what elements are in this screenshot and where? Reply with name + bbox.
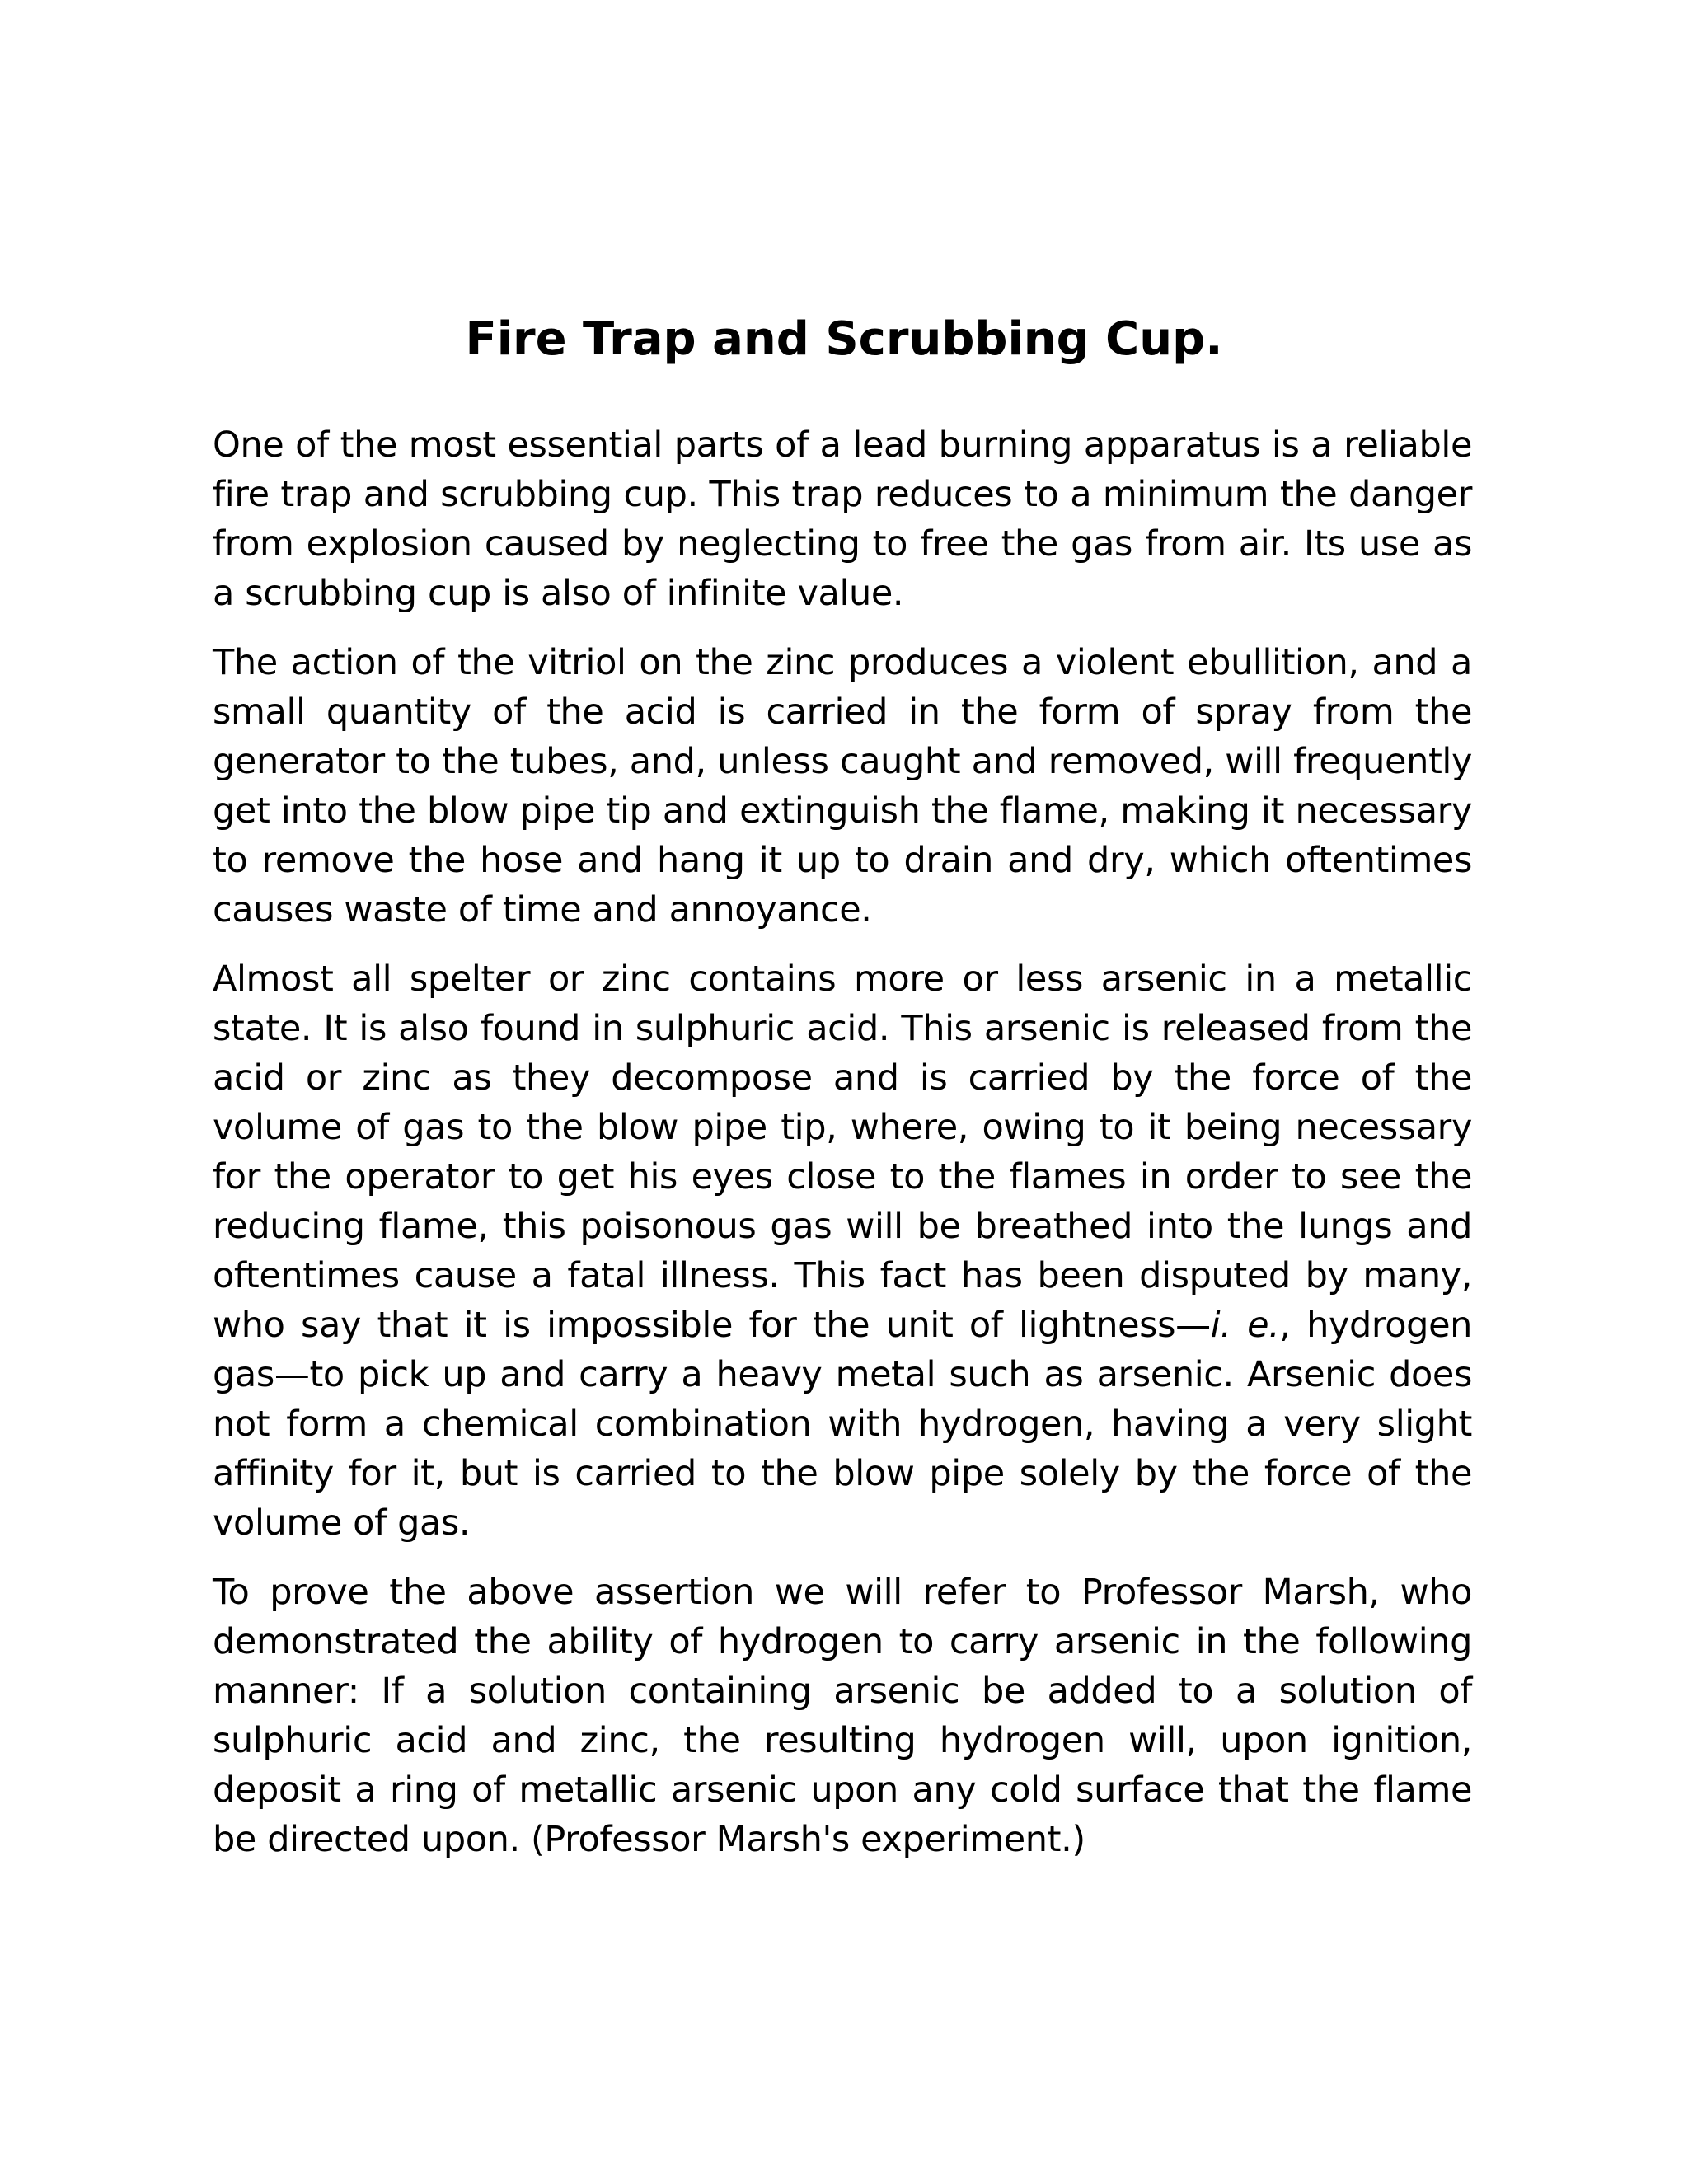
body-text xyxy=(213,420,1472,1884)
paragraph-arsenic-part-2: , hydrogen gas—to pick up and carry a heavy metal such as arsenic. Arsenic does not form a chemical combination with hydrogen, having a very slight affinity for it, but is carried to the blow pipe solely by the force of the volume of gas. xyxy=(213,1305,1472,1544)
paragraph-arsenic xyxy=(213,954,1472,1548)
paragraph-arsenic-italic: i. e. xyxy=(1210,1305,1280,1346)
paragraph-vitriol-action: The action of the vitriol on the zinc produces a violent ebullition, and a small quantity of the acid is carried in the form of spray from the generator to the tubes, and, unless caught and removed, will frequently get into the blow pipe tip and extinguish the flame, making it necessary to remove the hose and hang it up to drain and dry, which oftentimes causes waste of time and annoyance. xyxy=(213,642,1472,930)
paragraph-arsenic-part-1: Almost all spelter or zinc contains more or less arsenic in a metallic state. It is also found in sulphuric acid. This arsenic is released from the acid or zinc as they decompose and is carried by the force of the volume of gas to the blow pipe tip, where, owing to it being necessary for the operator to get his eyes close to the flames in order to see the reducing flame, this poisonous gas will be breathed into the lungs and oftentimes cause a fatal illness. This fact has been disputed by many, who say that it is impossible for the unit of lightness— xyxy=(213,958,1472,1346)
page-title: Fire Trap and Scrubbing Cup. xyxy=(465,312,1223,366)
paragraph-marsh-experiment: To prove the above assertion we will refer to Professor Marsh, who demonstrated the ability of hydrogen to carry arsenic in the following manner: If a solution containing arsenic be added to a solution of sulphuric acid and zinc, the resulting hydrogen will, upon ignition, deposit a ring of metallic arsenic upon any cold surface that the flame be directed upon. (Professor Marsh's experiment.) xyxy=(213,1572,1472,1860)
paragraph-fire-trap-intro: One of the most essential parts of a lead burning apparatus is a reliable fire trap and scrubbing cup. This trap reduces to a minimum the danger from explosion caused by neglecting to free the gas from air. Its use as a scrubbing cup is also of infinite value. xyxy=(213,424,1472,614)
